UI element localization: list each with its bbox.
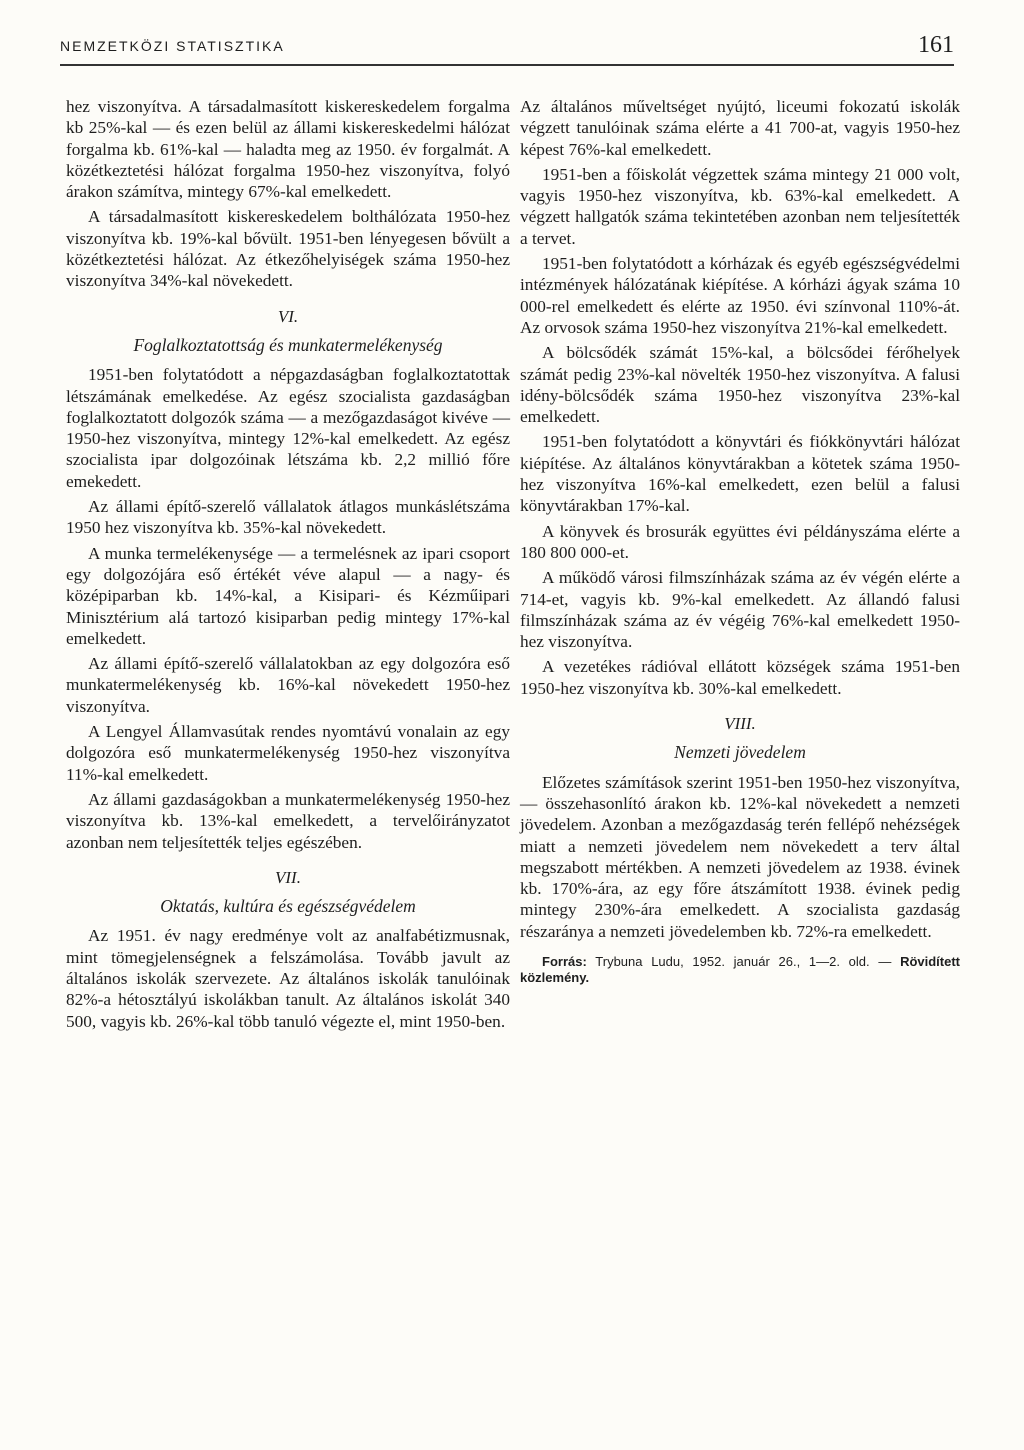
source-text: Trybuna Ludu, 1952. január 26., 1—2. old. — [595,953,892,969]
section-number: VII. [275,867,301,887]
paragraph: Az állami gazdaságokban a munkatermelékenység 1950-hez viszonyítva kb. 13%-kal emelkedett, a tervelőirányzatot azonban nem teljesítették teljes egészében. [66,789,510,852]
source-note: Rövidített közlemény. [520,953,961,985]
right-column [520,96,960,986]
paragraph: A munka termelékenysége — a termelésnek az ipari csoport egy dolgozójára eső értékét véve alapul — a nagy- és középiparban kb. 14%-kal, a Kisipari- és Kézműipari Minisztérium alá tartozó kisiparban pedig mintegy 17%-kal emelkedett. [66,543,510,648]
paragraph: Előzetes számítások szerint 1951-ben 1950-hez viszonyítva, — összehasonlító árakon kb. 12%-kal növekedett a nemzeti jövedelem. Azonban a mezőgazdaság terén fellépő nehézségek miatt a nemzeti jövedelem nem növekedett a terv által megszabott mértékben. A nemzeti jövedelem az 1938. évinek kb. 170%-ára, az egy főre átszámított 1938. évinek pedig mintegy 230%-ára emelkedett. A szocialista gazdaság részaránya a nemzeti jövedelemben kb. 72%-ra emelkedett. [520,772,960,941]
running-header [60,34,954,66]
paragraph: 1951-ben folytatódott a kórházak és egyéb egészségvédelmi intézmények hálózatának kiépítése. A kórházi ágyak száma 10 000-rel emelkedett és elérte az 1950. évi színvonal 110%-át. Az orvosok száma 1950-hez viszonyítva 21%-kal emelkedett. [520,254,960,337]
paragraph: Az állami építő-szerelő vállalatok átlagos munkáslétszáma 1950 hez viszonyítva kb. 35%-kal növekedett. [66,497,510,538]
paragraph: 1951-ben folytatódott a könyvtári és fiókkönyvtári hálózat kiépítése. Az általános könyvtárakban a kötetek száma 1950-hez viszonyítva 16%-kal emelkedett, ezen belül a falusi könyvtárakban 17%-kal. [520,432,960,516]
paragraph: A társadalmasított kiskereskedelem bolthálózata 1950-hez viszonyítva kb. 19%-kal bővült. 1951-ben lényegesen bővült a közétkeztetési hálózat. Az étkezőhelyiségek száma 1950-hez viszonyítva 34%-kal növekedett. [66,207,510,291]
paragraph: A működő városi filmszínházak száma az év végén elérte a 714-et, vagyis kb. 9%-kal emelkedett. Az állandó falusi filmszínházak száma az év végéig 76%-kal emelkedett 1950-hez viszonyítva. [520,568,960,652]
paragraph: A könyvek és brosurák együttes évi példányszáma elérte a 180 800 000-et. [520,521,960,562]
left-column [66,96,510,1036]
section-title: Nemzeti jövedelem [674,742,806,763]
page-number: 161 [918,32,954,58]
section-title: Oktatás, kultúra és egészségvédelem [160,896,416,917]
paragraph: hez viszonyítva. A társadalmasított kiskereskedelem forgalma kb 25%-kal — és ezen belül az állami kiskereskedelmi hálózat forgalma kb. 61%-kal — haladta meg az 1950. év forgalmát. A közétkeztetési hálózat forgalma 1950-hez viszonyítva, folyó árakon számítva, mintegy 67%-kal emelkedett. [66,97,510,202]
section-number: VIII. [724,714,756,734]
paragraph: Az állami építő-szerelő vállalatokban az egy dolgozóra eső munkatermelékenység kb. 16%-kal növekedett 1950-hez viszonyítva. [66,654,510,716]
paragraph: Az általános műveltséget nyújtó, liceumi fokozatú iskolák végzett tanulóinak száma elérte a 41 700-at, vagyis 1950-hez képest 76%-kal emelkedett. [520,97,960,159]
section-number: VI. [277,306,299,326]
source-citation [520,954,960,986]
journal-title: NEMZETKÖZI STATISZTIKA [60,38,285,54]
paragraph: Az 1951. év nagy eredménye volt az analfabétizmusnak, mint tömegjelenségnek a felszámolása. Tovább javult az általános iskolák szervezete. Az általános iskolák tanulóinak 82%-a hétosztályú iskolákban tanult. Az általános iskolát 340 500, vagyis kb. 26%-kal több tanuló végezte el, mint 1950-ben. [66,926,510,1031]
section-title: Foglalkoztatottság és munkatermelékenység [133,334,443,355]
source-label: Forrás: [542,953,587,969]
paragraph: 1951-ben folytatódott a népgazdaságban foglalkoztatottak létszámának emelkedése. Az egész szocialista gazdaságban foglalkoztatott dolgozók száma — a mezőgazdaságot kivéve — 1950-hez viszonyítva, mintegy 12%-kal emelkedett. Az egész szocialista ipar dolgozóinak létszáma kb. 2,2 millió főre emekedett. [66,365,510,491]
paragraph: A Lengyel Államvasútak rendes nyomtávú vonalain az egy dolgozóra eső munkatermelékenység 1950-hez viszonyítva 11%-kal emelkedett. [66,722,510,784]
paragraph: 1951-ben a főiskolát végzettek száma mintegy 21 000 volt, vagyis 1950-hez viszonyítva, kb. 63%-kal emelkedett. A végzett hallgatók száma tekintetében azonban nem teljesítették a tervet. [520,164,960,248]
paragraph: A bölcsődék számát 15%-kal, a bölcsődei férőhelyek számát pedig 23%-kal növelték 1950-hez viszonyítva. A falusi idény-bölcsődék száma 1950-hez viszonyítva 23%-kal emelkedett. [520,343,960,427]
paragraph: A vezetékes rádióval ellátott községek száma 1951-ben 1950-hez viszonyítva kb. 30%-kal emelkedett. [520,657,960,698]
